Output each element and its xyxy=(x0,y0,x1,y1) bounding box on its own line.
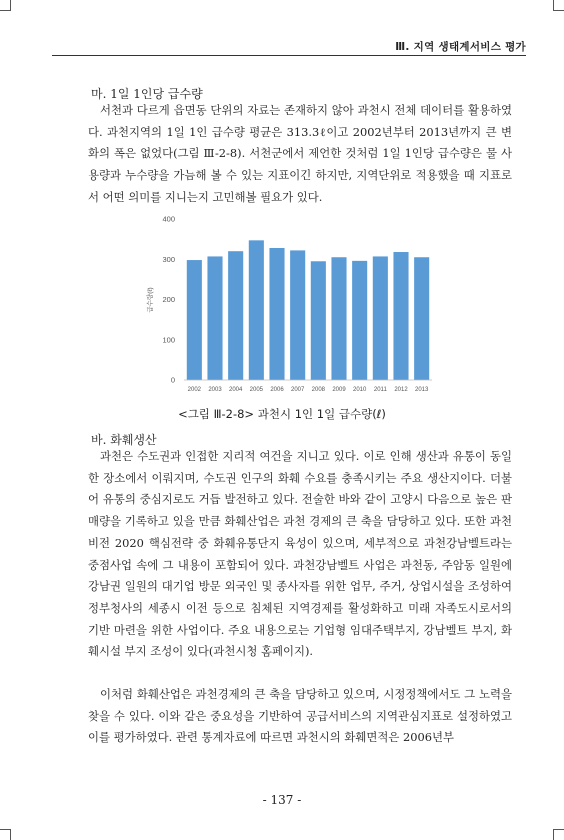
paragraph-flowers-2: 이처럼 화훼산업은 과천경제의 큰 축을 담당하고 있으며, 시정정책에서도 그 노력을 찾을 수 있다. 이와 같은 중요성을 기반하여 공급서비스의 지역관심지표로 설정하였고 이를 평가하였다. 관련 통계자료에 따르면 과천시의 화훼면적은 2006년부 xyxy=(88,687,512,745)
bar-2009 xyxy=(331,257,346,380)
bar-2007 xyxy=(290,250,305,380)
bar-2010 xyxy=(352,261,367,380)
x-tick-label: 2007 xyxy=(290,387,305,393)
y-tick-label: 100 xyxy=(162,335,175,345)
bar-2013 xyxy=(414,257,429,380)
y-tick-label: 300 xyxy=(162,254,175,264)
figure-caption: <그림 Ⅲ-2-8> 과천시 1인 1일 급수량(ℓ) xyxy=(178,407,386,421)
crop-mark-bottom-right xyxy=(553,829,564,840)
x-tick-label: 2013 xyxy=(414,387,429,393)
paragraph-flowers-1: 과천은 수도권과 인접한 지리적 여건을 지니고 있다. 이로 인해 생산과 유통이 동일한 장소에서 이뤄지며, 수도권 인구의 화훼 수요를 충족시키는 주요 생산지이다. 더불어 유통의 중심지로도 거듭 발전하고 있다. 전술한 바와 같이 고양시 다음으로 높은 판매량을 기록하고 있을 만큼 화훼산업은 과천 경제의 큰 축을 담당하고 있다. 또한 과천비전 2020 핵심전략 중 화훼유통단지 육성이 있으며, 세부적으로 과천강남벨트라는 중점사업 속에 그 내용이 포함되어 있다. 과천강남벨트 사업은 과천동, 주암동 일원에 강남권 일원의 대기업 방문 외국인 및 종사자를 위한 업무, 주거, 상업시설을 조성하여 정부청사의 세종시 이전 등으로 침체된 지역경제를 활성화하고 미래 자족도시로서의 기반 마련을 위한 사업이다. 주요 내용으로는 기업형 임대주택부지, 강남벨트 부지, 화훼시설 부지 조성이 있다(과천시청 홈페이지). xyxy=(88,449,512,659)
crop-mark-bottom-left xyxy=(0,829,11,840)
page-number: - 137 - xyxy=(262,793,302,807)
x-tick-label: 2008 xyxy=(311,387,326,393)
section-heading-water: 마. 1일 1인당 급수량 xyxy=(91,87,203,101)
x-tick-label: 2002 xyxy=(187,387,202,393)
water-supply-chart xyxy=(140,210,440,400)
bar-2004 xyxy=(228,251,243,380)
header-rule xyxy=(52,55,526,56)
crop-mark-top-right xyxy=(553,0,564,11)
x-tick-label: 2003 xyxy=(208,387,222,393)
x-tick-label: 2005 xyxy=(249,387,264,393)
bar-2008 xyxy=(311,261,326,380)
crop-mark-top-left xyxy=(0,0,11,11)
bar-2005 xyxy=(249,240,264,380)
section-heading-flowers: 바. 화훼생산 xyxy=(91,433,157,447)
chart-y-axis-label: 급수량(ℓ) xyxy=(147,287,154,313)
running-header: Ⅲ. 지역 생태계서비스 평가 xyxy=(395,41,526,53)
x-tick-label: 2004 xyxy=(228,387,243,393)
y-tick-label: 400 xyxy=(162,214,175,224)
bar-2002 xyxy=(187,260,202,380)
bar-2003 xyxy=(207,256,222,380)
x-tick-label: 2006 xyxy=(270,387,284,393)
chart-svg xyxy=(140,210,440,400)
bar-2012 xyxy=(393,252,408,380)
y-tick-label: 0 xyxy=(170,375,175,385)
bar-2006 xyxy=(269,248,284,380)
bar-2011 xyxy=(373,256,388,380)
x-tick-label: 2009 xyxy=(332,387,346,393)
x-tick-label: 2010 xyxy=(352,387,367,393)
y-tick-label: 200 xyxy=(162,295,175,304)
x-tick-label: 2012 xyxy=(394,387,408,393)
x-tick-label: 2011 xyxy=(373,387,387,393)
paragraph-water-supply: 서천과 다르게 읍면동 단위의 자료는 존재하지 않아 과천시 전체 데이터를 활용하였다. 과천지역의 1일 1인 급수량 평균은 313.3ℓ이고 2002년부터 2013년까지 큰 변화의 폭은 없었다(그림 Ⅲ-2-8). 서천군에서 제언한 것처럼 1일 1인당 급수량은 물 사용량과 누수량을 가늠해 볼 수 있는 지표이긴 하지만, 지역단위로 적용했을 때 지표로서 어떤 의미를 지니는지 고민해볼 필요가 있다. xyxy=(88,103,512,204)
